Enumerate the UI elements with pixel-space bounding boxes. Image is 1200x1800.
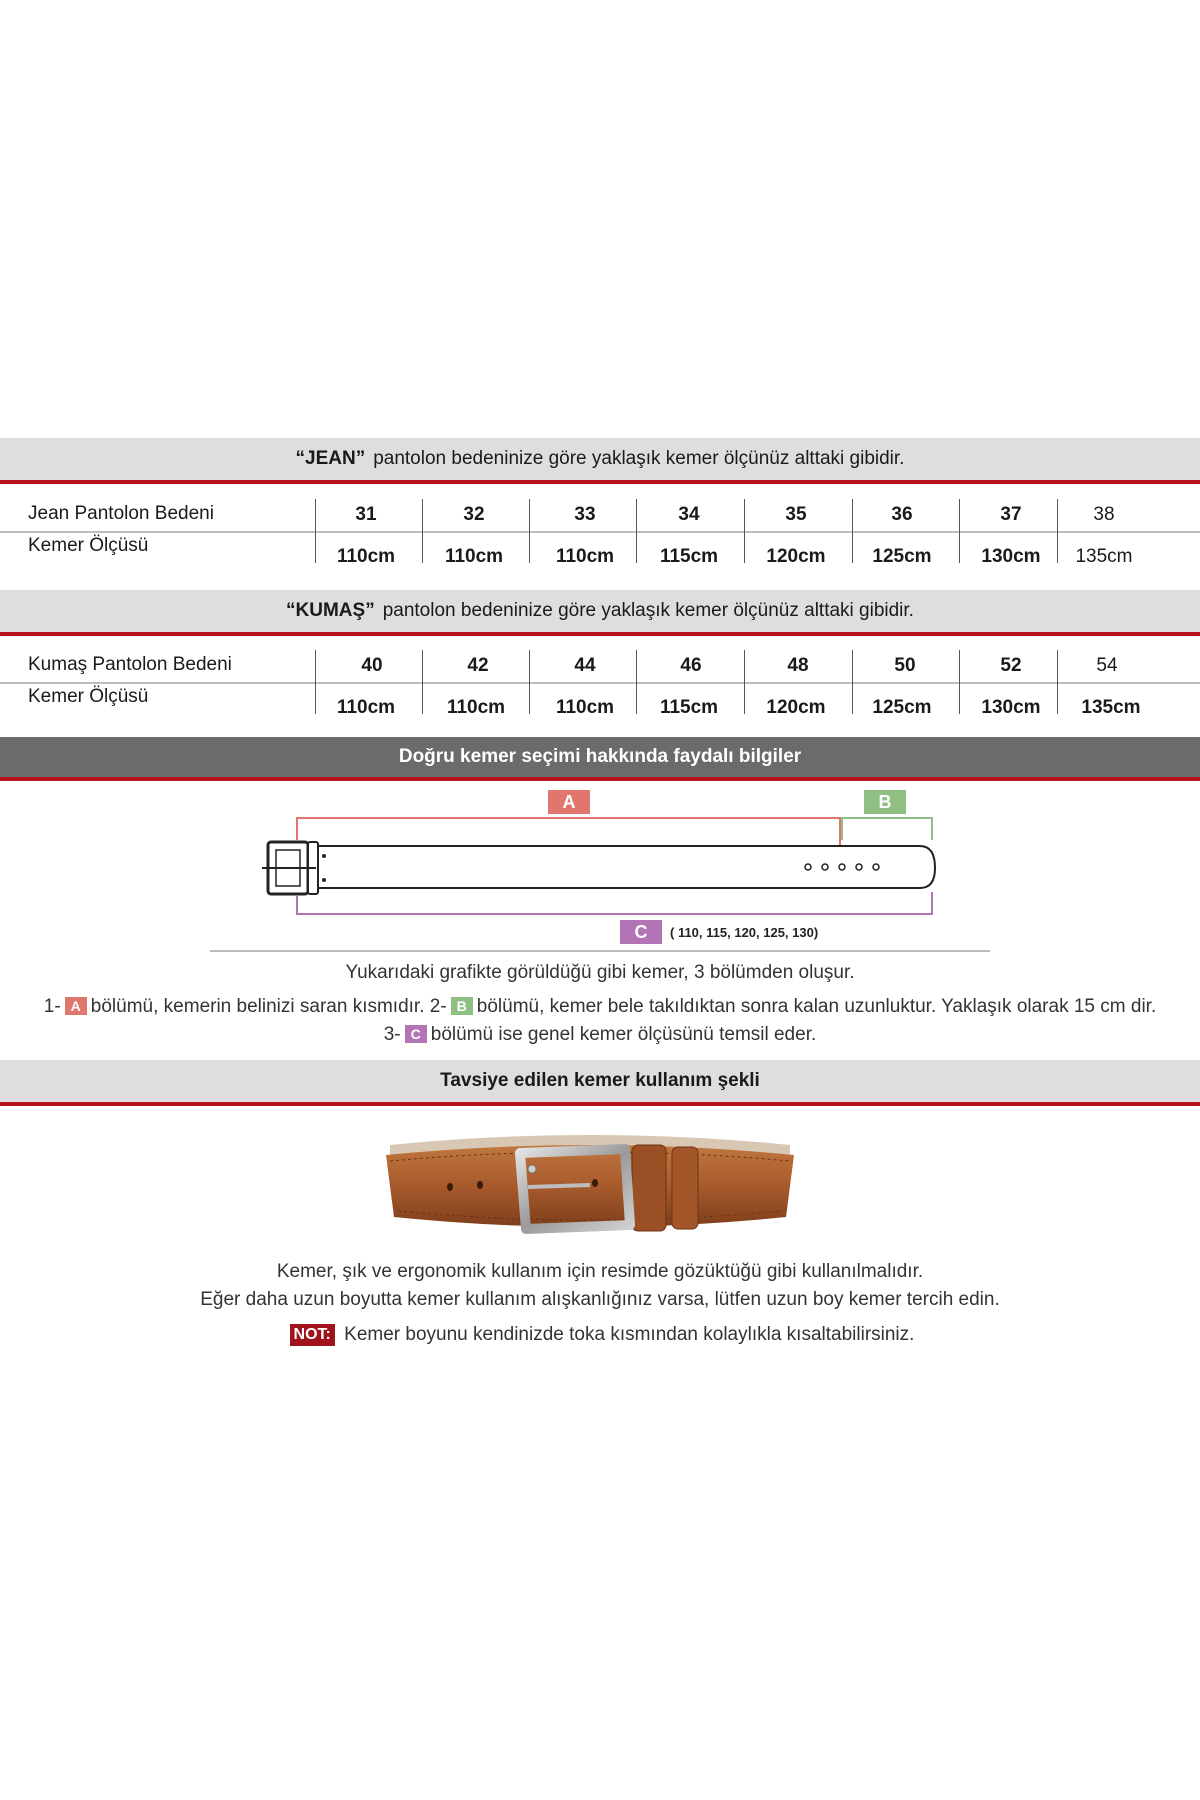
jean-size-cell: 31 — [355, 504, 377, 525]
jean-size-cell: 35 — [785, 504, 807, 525]
column-divider — [744, 499, 745, 563]
section-c-bracket — [297, 892, 932, 944]
belt-outline — [262, 842, 935, 894]
jean-belt-label: Kemer Ölçüsü — [28, 535, 149, 556]
belt-hole — [592, 1179, 598, 1187]
belt-hole — [447, 1183, 453, 1191]
column-divider — [959, 650, 960, 714]
jean-belt-cell: 110cm — [555, 546, 615, 567]
column-divider — [744, 650, 745, 714]
jean-header-text: pantolon bedeninize göre yaklaşık kemer ölçünüz alttaki gibidir. — [373, 448, 905, 469]
kumas-header-text: pantolon bedeninize göre yaklaşık kemer ölçünüz alttaki gibidir. — [382, 600, 914, 621]
kumas-size-cell: 40 — [361, 655, 383, 676]
note-text: Kemer boyunu kendinizde toka kısmından kolaylıkla kısaltabilirsiniz. — [344, 1324, 915, 1345]
kumas-belt-cell: 130cm — [981, 697, 1041, 718]
tag-c: C — [405, 1025, 427, 1043]
kumas-size-cell: 50 — [894, 655, 916, 676]
column-divider — [1057, 499, 1058, 563]
jean-size-table — [0, 497, 1200, 569]
jean-size-cell: 32 — [463, 504, 485, 525]
belt-strap — [316, 846, 935, 888]
b-bracket-line — [842, 818, 932, 840]
jean-belt-cell: 125cm — [872, 546, 932, 567]
jean-size-cell: 33 — [574, 504, 596, 525]
jean-belt-cell: 110cm — [444, 546, 504, 567]
note-badge: NOT: — [290, 1324, 335, 1346]
info-line-3-prefix: 3- — [383, 1024, 401, 1045]
column-divider — [959, 499, 960, 563]
kumas-belt-cell: 110cm — [555, 697, 615, 718]
rivet — [322, 878, 326, 882]
kumas-belt-label: Kemer Ölçüsü — [28, 686, 149, 707]
column-divider — [529, 650, 530, 714]
tag-a: A — [65, 997, 87, 1015]
column-divider — [315, 650, 316, 714]
jean-size-cell: 34 — [678, 504, 700, 525]
rivet — [322, 854, 326, 858]
jean-belt-row — [0, 533, 1200, 569]
label-c-text: C — [634, 922, 648, 942]
usage-line-1: Kemer, şık ve ergonomik kullanım için resimde gözüktüğü gibi kullanılmalıdır. — [276, 1261, 924, 1282]
kumas-size-cell: 54 — [1096, 655, 1118, 676]
info-line-3 — [0, 1024, 1200, 1046]
usage-header-text: Tavsiye edilen kemer kullanım şekli — [440, 1070, 760, 1091]
column-divider — [636, 650, 637, 714]
kumas-header-quote: “KUMAŞ” — [286, 600, 375, 621]
kumas-size-cell: 44 — [574, 655, 596, 676]
label-b-text: B — [878, 792, 892, 812]
usage-note — [0, 1324, 1200, 1346]
kumas-belt-cell: 125cm — [872, 697, 932, 718]
belt-measurement-diagram — [0, 778, 1200, 954]
belt-keeper-photo — [632, 1145, 666, 1231]
kumas-size-cell: 42 — [467, 655, 489, 676]
c-values-text: ( 110, 115, 120, 125, 130) — [670, 925, 819, 940]
jean-size-cell: 36 — [891, 504, 913, 525]
kumas-belt-cell: 115cm — [659, 697, 719, 718]
column-divider — [852, 499, 853, 563]
c-bracket-line — [297, 892, 932, 914]
jean-header-quote: “JEAN” — [295, 448, 366, 469]
kumas-size-cell: 48 — [787, 655, 809, 676]
kumas-belt-cell: 110cm — [336, 697, 396, 718]
belt-photo — [380, 1125, 800, 1245]
kumas-size-row — [0, 648, 1200, 684]
kumas-belt-cell: 110cm — [446, 697, 506, 718]
column-divider — [422, 499, 423, 563]
usage-header-band — [0, 1060, 1200, 1106]
belt-hole — [477, 1181, 483, 1189]
info-line-2-prefix: 1- — [43, 996, 61, 1017]
jean-belt-cell: 110cm — [336, 546, 396, 567]
kumas-size-cell: 52 — [1000, 655, 1022, 676]
jean-size-label: Jean Pantolon Bedeni — [28, 503, 214, 524]
info-line-2-a-text: bölümü, kemerin belinizi saran kısmıdır. 2- — [90, 996, 447, 1017]
info-line-2 — [0, 996, 1200, 1018]
jean-belt-cell: 135cm — [1075, 546, 1133, 567]
belt-keeper-photo — [672, 1147, 698, 1229]
column-divider — [422, 650, 423, 714]
jean-header-band — [0, 438, 1200, 484]
jean-size-row — [0, 497, 1200, 533]
kumas-belt-cell: 135cm — [1081, 697, 1141, 718]
info-header-text: Doğru kemer seçimi hakkında faydalı bilgiler — [398, 746, 802, 767]
info-line-2-b-text: bölümü, kemer bele takıldıktan sonra kalan uzunluktur. Yaklaşık olarak 15 cm dir. — [476, 996, 1157, 1017]
kumas-header-band — [0, 590, 1200, 636]
tag-b: B — [451, 997, 473, 1015]
usage-line-2: Eğer daha uzun boyutta kemer kullanım alışkanlığınız varsa, lütfen uzun boy kemer tercih edin. — [200, 1289, 1000, 1310]
jean-belt-cell: 130cm — [981, 546, 1041, 567]
info-line-1: Yukarıdaki grafikte görüldüğü gibi kemer, 3 bölümden oluşur. — [345, 962, 855, 983]
label-a-text: A — [562, 792, 576, 812]
column-divider — [1057, 650, 1058, 714]
buckle-prong — [528, 1185, 590, 1187]
kumas-size-label: Kumaş Pantolon Bedeni — [28, 654, 232, 675]
kumas-size-cell: 46 — [680, 655, 702, 676]
kumas-belt-row — [0, 684, 1200, 720]
info-line-3-text: bölümü ise genel kemer ölçüsünü temsil eder. — [430, 1024, 817, 1045]
diagram-divider — [210, 950, 990, 952]
jean-size-cell: 38 — [1093, 504, 1115, 525]
info-header-band — [0, 737, 1200, 781]
column-divider — [852, 650, 853, 714]
kumas-belt-cell: 120cm — [766, 697, 826, 718]
column-divider — [315, 499, 316, 563]
column-divider — [529, 499, 530, 563]
section-b-bracket — [842, 790, 932, 840]
kumas-size-table — [0, 648, 1200, 720]
jean-size-cell: 37 — [1000, 504, 1022, 525]
jean-belt-cell: 115cm — [659, 546, 719, 567]
column-divider — [636, 499, 637, 563]
jean-belt-cell: 120cm — [766, 546, 826, 567]
buckle-logo — [528, 1165, 536, 1173]
